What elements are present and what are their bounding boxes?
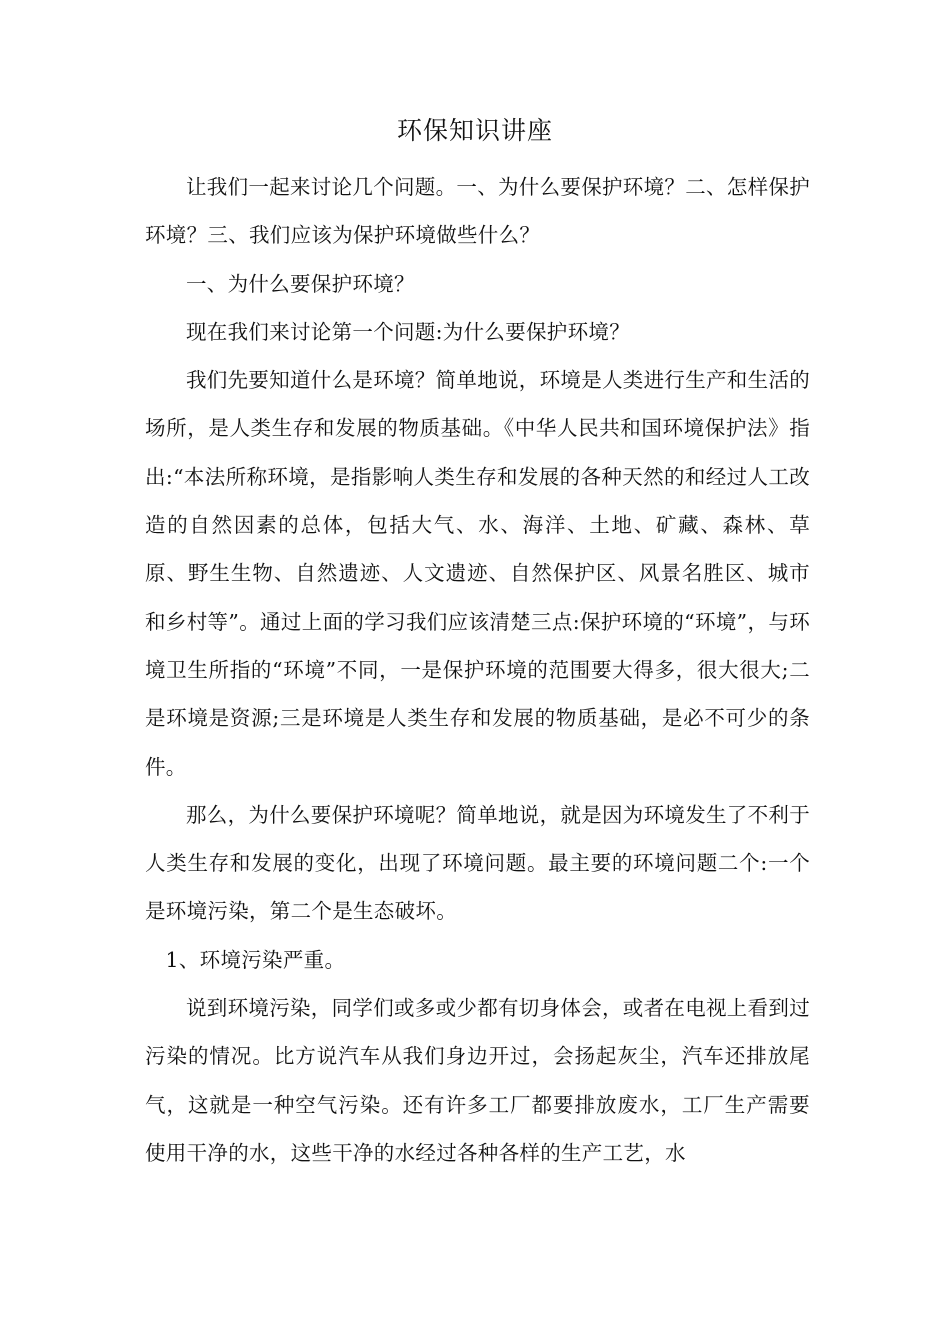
document-body bbox=[145, 163, 810, 1177]
intro-paragraph: 让我们一起来讨论几个问题。一、为什么要保护环境？二、怎样保护环境？三、我们应该为保护环境做些什么？ bbox=[145, 175, 810, 248]
paragraph: 现在我们来讨论第一个问题:为什么要保护环境？ bbox=[186, 319, 631, 344]
section-heading-1: 一、为什么要保护环境？ bbox=[186, 271, 415, 296]
paragraph: 说到环境污染，同学们或多或少都有切身体会，或者在电视上看到过污染的情况。比方说汽车从我们身边开过，会扬起灰尘，汽车还排放尾气，这就是一种空气污染。还有许多工厂都要排放废水，工厂生产需要使用干净的水，这些干净的水经过各种各样的生产工艺，水 bbox=[145, 996, 810, 1165]
document-title: 环保知识讲座 bbox=[396, 116, 553, 145]
subsection-heading-1: 1、环境污染严重。 bbox=[165, 947, 346, 972]
paragraph: 我们先要知道什么是环境？简单地说，环境是人类进行生产和生活的场所，是人类生存和发展的物质基础。《中华人民共和国环境保护法》指出:“本法所称环境，是指影响人类生存和发展的各种天然的和经过人工改造的自然因素的总体，包括大气、水、海洋、土地、矿藏、森林、草原、野生生物、自然遗迹、人文遗迹、自然保护区、风景名胜区、城市和乡村等”。通过上面的学习我们应该清楚三点:保护环境的“环境”，与环境卫生所指的“环境”不同，一是保护环境的范围要大得多，很大很大;二是环境是资源;三是环境是人类生存和发展的物质基础，是必不可少的条件。 bbox=[145, 368, 810, 779]
paragraph: 那么，为什么要保护环境呢？简单地说，就是因为环境发生了不利于人类生存和发展的变化，出现了环境问题。最主要的环境问题二个:一个是环境污染，第二个是生态破坏。 bbox=[145, 802, 810, 924]
